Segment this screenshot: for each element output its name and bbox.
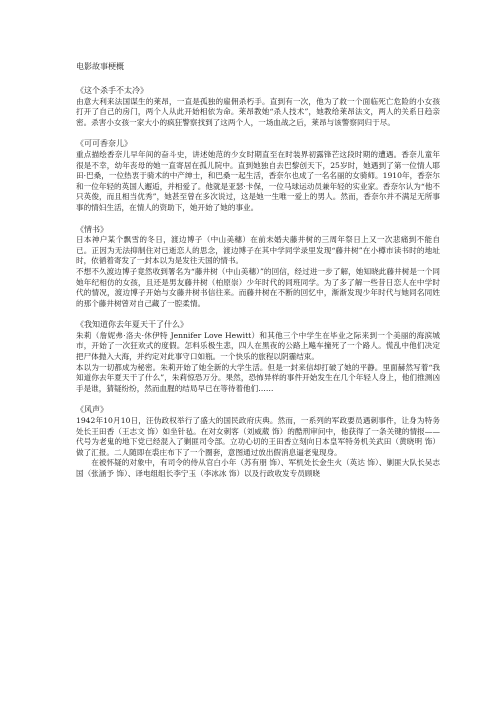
- section-paragraph: 在被怀疑的对象中，有司令的侍从官白小年（苏有朋 饰）、军机处长金生火（英达 饰）、剿匪大队长吴志国（张涵予 饰）、译电组组长李宁玉（李冰冰 饰）以及行政收发专员顾晓: [76, 458, 440, 478]
- section-leon: [76, 86, 440, 128]
- section-coco-chanel: [76, 139, 440, 213]
- section-title: 《可可香奈儿》: [76, 139, 132, 149]
- section-paragraph: 1942年10月10日，汪伪政权举行了盛大的国民政府庆典。然而，一系列的军政要员遇刺事件，让身为特务处长王田香（王志文 饰）如坐针毡。在对女刺客（刘威葳 饰）的酷刑审问中，他获得了一条关键的情报——代号为老鬼的地下党已经混入了剿匪司令部。立功心切的王田香立刻向日本皇军特务机关武田（黄晓明 饰）做了汇报。二人随即在裘庄布下了一个圈套，意图通过放出假消息逼老鬼现身。: [76, 416, 440, 457]
- section-paragraph: 不想不久渡边博子竟然收到署名为“藤井树（中山美穗）”的回信，经过进一步了解，她知晓此藤井树是一个同她年纪相仿的女孩，且还是男友藤井树（柏原崇）少年时代的同班同学。为了多了解一些昔日恋人在中学时代的情况，渡边博子开始与女藤井树书信往来。而藤井树在不断的回忆中，渐渐发现少年时代与她同名同姓的那个藤井树曾对自己藏了一腔柔情。: [76, 266, 440, 308]
- section-title: 《情书》: [76, 224, 108, 234]
- section-love-letter: [76, 225, 440, 310]
- document-title: 电影故事梗概: [76, 62, 124, 71]
- section-paragraph: 本以为一切都成为秘密。朱莉开始了她全新的大学生活。但是一封来信却打破了她的平静。里面赫然写着“我知道你去年夏天干了什么”，朱莉惊恐万分。果然，恐怖异样的事件开始发生在几个年轻人身上，他们推测凶手是谁，猜疑纷纷，然而血腥的结局早已在等待着他们……: [76, 362, 440, 393]
- section-i-know-what-you-did: [76, 320, 440, 394]
- section-paragraph: 朱莉（詹妮弗·洛夫·休伊特 Jennifer Love Hewitt）和其他三个中学生在毕业之际来到一个美丽的海滨城市，开始了一次狂欢式的度假。怎料乐极生悲，四人在黑夜的公路上飚车撞死了一个路人。慌乱中他们决定把尸体抛入大海，并约定对此事守口如瓶。一个快乐的旅程以阴霾结束。: [76, 330, 440, 362]
- section-title: 《我知道你去年夏天干了什么》: [76, 320, 188, 330]
- section-the-message: [76, 405, 440, 479]
- section-paragraph: 由意大利来法国谋生的莱昂，一直是孤独的雇佣杀朽手。直到有一次，他为了救一个面临死亡危险的小女孩打开了自己的房门，两个人从此开始相依为命。莱昂教她“杀人技术”，她教给莱昂法文，两人的关系日趋亲密。杀害小女孩一家大小的疯狂警察找到了这两个人，一场血战之后，莱昂与该警察同归于尽。: [76, 96, 440, 127]
- section-paragraph: 重点描绘香奈儿早年间的奋斗史，讲述她范的少女时期直至在时装界初露锋芒这段时期的遭遇。香奈儿童年很是不幸，幼年丧母的她一直寄居在孤儿院中。直到她独自去巴黎创天下，25岁时，她遇到了第一位情人耶田·巴桑，一位热衷于骑术的中产绅士，和巴桑一起生活，香奈尔也成了一名名丽的女骑师。1910年，香奈尔和一位年轻的英国人邂逅，并相爱了。他就是亚瑟·卡保，一位马球运动员兼年轻的实业家。香奈尔认为“他不只英俊，而且相当优秀”，她甚至曾在多次说过，这是她一生唯一爱上的男人。然而，香奈尔并不满足无所事事的情妇生活，在情人的资助下，她开始了她的事业。: [76, 149, 440, 212]
- section-title: 《这个杀手不太冷》: [76, 86, 148, 95]
- section-title: 《风声》: [76, 405, 108, 415]
- section-paragraph: 日本神户某个飘雪的冬日，渡边博子（中山美穗）在前未婚夫藤井树的三周年祭日上又一次悲痛到不能自已。正因为无法抑制住对已逝恋人的思念，渡边博子在其中学同学录里发现“藤井树”在小樽市读书时的地址时，依循着寄发了一封本以为是发往天国的情书。: [76, 235, 440, 266]
